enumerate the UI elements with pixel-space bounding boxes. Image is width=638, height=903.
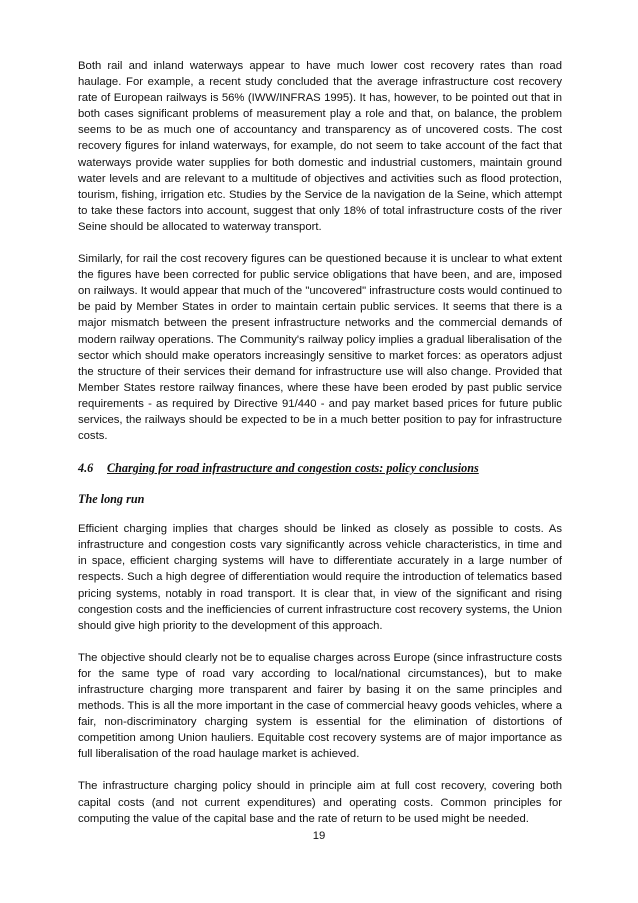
section-heading (78, 460, 562, 476)
paragraph-charging-policy: The infrastructure charging policy should in principle aim at full cost recovery, covering both capital costs (and not current expenditures) and operating costs. Common principles for computing the value of the capital base and the rate of return to be used might be needed. (78, 780, 562, 825)
paragraph-efficient-charging: Efficient charging implies that charges should be linked as closely as possible to costs. As infrastructure and congestion costs vary significantly across vehicle characteristics, in time and in space, efficient charging systems will have to differentiate accurately in a large number of respects. Such a high degree of differentiation would require the introduction of telematics based pricing systems, notably in road transport. It is clear that, in view of the significant and rising congestion costs and the inefficiencies of current infrastructure cost recovery systems, the Union should give high priority to the development of this approach. (78, 523, 562, 632)
document-page (78, 58, 562, 843)
page-number: 19 (312, 830, 326, 842)
paragraph-rail-cost-recovery: Similarly, for rail the cost recovery figures can be questioned because it is unclear to what extent the figures have been corrected for public service obligations that have been, and are, imposed on railways. It would appear that much of the "uncovered" infrastructure costs would continued to be paid by Member States in order to maintain certain public services. It seems that there is a major mismatch between the present infrastructure networks and the commercial demands of modern railway operations. The Community's railway policy implies a gradual liberalisation of the sector which should make operators increasingly sensitive to market forces: as operators adjust the structure of their services their demand for infrastructure use will also change. Provided that Member States restore railway finances, where these have been eroded by past public service requirements - as required by Directive 91/440 - and pay market based prices for future public services, the railways should be expected to be in a much better position to pay for infrastructure costs. (78, 253, 563, 443)
paragraph-cost-recovery-rail-waterways: Both rail and inland waterways appear to have much lower cost recovery rates than road haulage. For example, a recent study concluded that the average infrastructure cost recovery rate of European railways is 56% (IWW/INFRAS 1995). It has, however, to be pointed out that in both cases significant problems of measurement play a role and that, on balance, the problem seems to be as much one of accountancy and transparency as of uncovered costs. The cost recovery figures for inland waterways, for example, do not seem to take account of the fact that waterways provide water supplies for both domestic and industrial customers, maintain ground water levels and are relevant to a multitude of objectives and activities such as flood protection, tourism, fishing, irrigation etc. Studies by the Service de la navigation de la Seine, which attempt to take these factors into account, suggest that only 18% of total infrastructure costs of the river Seine should be allocated to waterway transport. (78, 60, 562, 233)
section-number: 4.6 (78, 461, 94, 476)
paragraph-objective: The objective should clearly not be to equalise charges across Europe (since infrastructure costs for the same type of road vary according to local/national circumstances), but to make infrastructure charging more transparent and fairer by basing it on the same principles and methods. This is all the more important in the case of commercial heavy goods vehicles, where a fair, non-discriminatory charging system is essential for the elimination of distortions of competition among Union hauliers. Equitable cost recovery systems are of major importance as full liberalisation of the road haulage market is achieved. (78, 651, 562, 761)
subheading-long-run: The long run (78, 492, 145, 507)
section-title: Charging for road infrastructure and congestion costs: policy conclusions (107, 461, 479, 476)
